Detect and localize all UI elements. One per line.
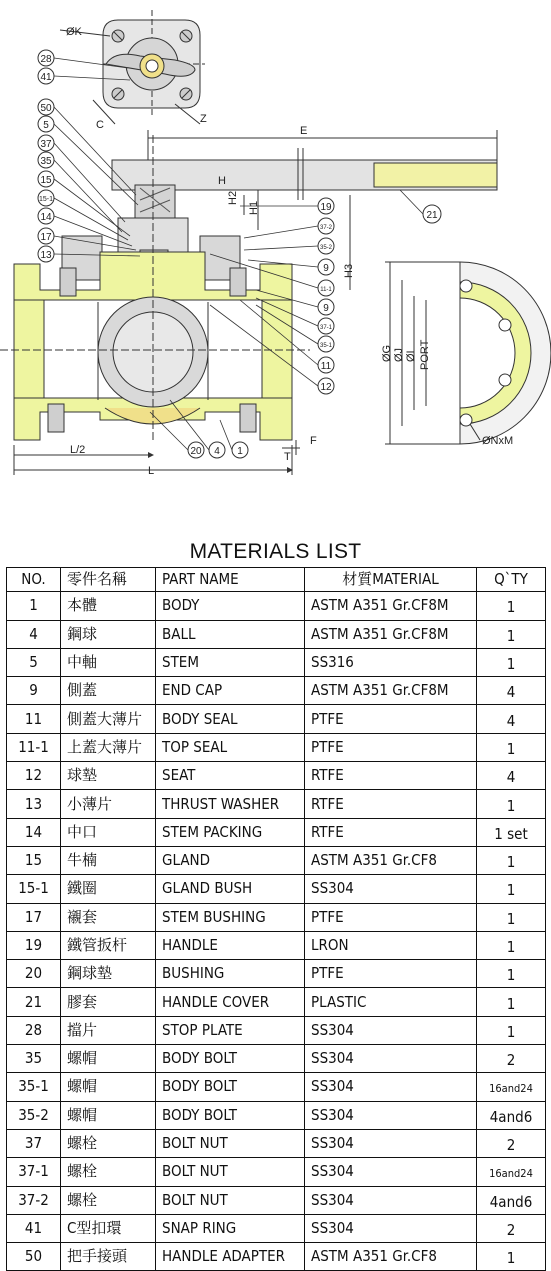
cell-material: ASTM A351 Gr.CF8 — [305, 846, 477, 874]
cell-material: ASTM A351 Gr.CF8M — [305, 592, 477, 620]
header-zh-part: 零件名稱 — [61, 568, 156, 592]
cell-part-name: STEM — [156, 648, 305, 676]
cell-part-name: TOP SEAL — [156, 733, 305, 761]
cell-qty: 1 — [477, 846, 546, 874]
cell-part-name: SEAT — [156, 762, 305, 790]
table-row — [7, 620, 546, 648]
cell-no: 28 — [7, 1016, 61, 1044]
balloon-35: 35 — [40, 156, 52, 167]
cell-part-name: BOLT NUT — [156, 1158, 305, 1186]
cell-no: 12 — [7, 762, 61, 790]
materials-list-title: MATERIALS LIST — [189, 540, 362, 563]
cell-qty: 4 — [477, 677, 546, 705]
cell-material: SS304 — [305, 1073, 477, 1101]
dim-t: T — [284, 451, 291, 463]
cell-qty: 1 — [477, 648, 546, 676]
cell-qty: 1 — [477, 1016, 546, 1044]
cell-part-name: SNAP RING — [156, 1214, 305, 1242]
cell-part-name: END CAP — [156, 677, 305, 705]
balloon-11-1: 11-1 — [320, 287, 332, 293]
dim-l: L — [148, 465, 155, 477]
cell-zh-part: 襯套 — [61, 903, 156, 931]
cell-zh-part: 螺栓 — [61, 1186, 156, 1214]
balloon-50: 50 — [40, 103, 52, 114]
balloon-37-2: 37-2 — [319, 225, 333, 231]
cell-no: 15-1 — [7, 875, 61, 903]
cell-no: 37 — [7, 1129, 61, 1157]
cell-material: RTFE — [305, 818, 477, 846]
cell-no: 35-2 — [7, 1101, 61, 1129]
cell-qty: 2 — [477, 1214, 546, 1242]
table-row — [7, 988, 546, 1016]
cell-qty: 1 — [477, 790, 546, 818]
cell-part-name: GLAND — [156, 846, 305, 874]
table-row — [7, 1214, 546, 1242]
cell-material: ASTM A351 Gr.CF8M — [305, 620, 477, 648]
table-row — [7, 1129, 546, 1157]
table-row — [7, 762, 546, 790]
cell-part-name: STOP PLATE — [156, 1016, 305, 1044]
cell-no: 14 — [7, 818, 61, 846]
balloon-15-1: 15-1 — [38, 196, 54, 203]
cell-material: SS304 — [305, 875, 477, 903]
dim-c: C — [96, 119, 104, 131]
cell-material: LRON — [305, 931, 477, 959]
dim-phi-j: ØJ — [393, 347, 405, 362]
cell-material: PTFE — [305, 705, 477, 733]
cell-qty: 1 — [477, 733, 546, 761]
dim-h3: H3 — [343, 263, 355, 278]
cell-zh-part: 螺帽 — [61, 1073, 156, 1101]
table-row — [7, 818, 546, 846]
balloon-37-1: 37-1 — [319, 325, 333, 331]
cell-no: 37-2 — [7, 1186, 61, 1214]
cell-part-name: HANDLE COVER — [156, 988, 305, 1016]
balloon-19: 19 — [320, 202, 332, 213]
cell-qty: 2 — [477, 1045, 546, 1073]
table-body — [7, 592, 546, 1271]
cell-no: 11 — [7, 705, 61, 733]
dim-phi-g: ØG — [381, 344, 393, 362]
balloon-9-upper: 9 — [323, 263, 329, 274]
cell-zh-part: 側蓋大薄片 — [61, 705, 156, 733]
cell-part-name: BODY BOLT — [156, 1101, 305, 1129]
cell-no: 21 — [7, 988, 61, 1016]
cell-qty: 16and24 — [477, 1073, 546, 1101]
cell-no: 41 — [7, 1214, 61, 1242]
table-row — [7, 677, 546, 705]
table-row — [7, 705, 546, 733]
cell-zh-part: 螺帽 — [61, 1101, 156, 1129]
cell-part-name: HANDLE ADAPTER — [156, 1243, 305, 1271]
cell-material: RTFE — [305, 762, 477, 790]
cell-zh-part: 螺栓 — [61, 1129, 156, 1157]
cell-material: PTFE — [305, 960, 477, 988]
cell-material: RTFE — [305, 790, 477, 818]
cell-zh-part: 鋼球墊 — [61, 960, 156, 988]
cell-zh-part: C型扣環 — [61, 1214, 156, 1242]
cell-zh-part: 鐵管扳杆 — [61, 931, 156, 959]
balloon-28: 28 — [40, 54, 52, 65]
cell-material: SS304 — [305, 1214, 477, 1242]
cell-part-name: STEM BUSHING — [156, 903, 305, 931]
cell-qty: 4 — [477, 705, 546, 733]
cell-zh-part: 膠套 — [61, 988, 156, 1016]
table-row — [7, 790, 546, 818]
cell-zh-part: 牛楠 — [61, 846, 156, 874]
balloon-41: 41 — [40, 72, 52, 83]
balloon-14: 14 — [40, 212, 52, 223]
table-row — [7, 931, 546, 959]
cell-material: SS304 — [305, 1101, 477, 1129]
cell-part-name: BALL — [156, 620, 305, 648]
cell-zh-part: 上蓋大薄片 — [61, 733, 156, 761]
cell-qty: 1 — [477, 592, 546, 620]
balloon-1: 1 — [237, 446, 243, 457]
header-no: NO. — [7, 568, 61, 592]
cell-no: 35 — [7, 1045, 61, 1073]
cell-qty: 1 — [477, 903, 546, 931]
dim-phi-i: ØI — [405, 350, 417, 362]
header-qty: Q`TY — [477, 568, 546, 592]
table-row — [7, 875, 546, 903]
table-row — [7, 960, 546, 988]
balloon-15: 15 — [40, 175, 52, 186]
table-row — [7, 592, 546, 620]
cell-zh-part: 側蓋 — [61, 677, 156, 705]
table-row — [7, 1101, 546, 1129]
dim-f: F — [310, 435, 317, 447]
balloon-12: 12 — [320, 382, 332, 393]
cell-qty: 1 set — [477, 818, 546, 846]
cell-part-name: HANDLE — [156, 931, 305, 959]
cell-material: ASTM A351 Gr.CF8M — [305, 677, 477, 705]
table-row — [7, 733, 546, 761]
balloon-21: 21 — [426, 210, 438, 221]
balloon-35-1: 35-1 — [319, 343, 333, 349]
balloon-17: 17 — [40, 232, 52, 243]
cell-no: 1 — [7, 592, 61, 620]
cell-material: PTFE — [305, 733, 477, 761]
cell-zh-part: 擋片 — [61, 1016, 156, 1044]
cell-material: ASTM A351 Gr.CF8 — [305, 1243, 477, 1271]
cell-qty: 4and6 — [477, 1186, 546, 1214]
cell-part-name: STEM PACKING — [156, 818, 305, 846]
dim-l-half: L/2 — [70, 444, 86, 456]
cell-no: 15 — [7, 846, 61, 874]
cell-part-name: BODY BOLT — [156, 1073, 305, 1101]
cell-part-name: BODY — [156, 592, 305, 620]
cell-qty: 1 — [477, 988, 546, 1016]
header-material: 材質MATERIAL — [305, 568, 477, 592]
cell-zh-part: 螺栓 — [61, 1158, 156, 1186]
cell-part-name: BODY SEAL — [156, 705, 305, 733]
balloon-11: 11 — [320, 361, 332, 372]
table-row — [7, 846, 546, 874]
cell-zh-part: 小薄片 — [61, 790, 156, 818]
cell-material: SS304 — [305, 1186, 477, 1214]
dim-h2: H2 — [227, 190, 239, 205]
table-header-row — [7, 568, 546, 592]
cell-part-name: BODY BOLT — [156, 1045, 305, 1073]
cell-part-name: BOLT NUT — [156, 1129, 305, 1157]
cell-qty: 1 — [477, 875, 546, 903]
cell-qty: 1 — [477, 620, 546, 648]
cell-material: SS304 — [305, 1129, 477, 1157]
balloon-35-2: 35-2 — [319, 245, 333, 251]
cell-no: 20 — [7, 960, 61, 988]
dim-z: Z — [200, 113, 207, 125]
cell-no: 11-1 — [7, 733, 61, 761]
table-row — [7, 1073, 546, 1101]
dim-phi-k: ØK — [66, 26, 82, 38]
cell-qty: 4and6 — [477, 1101, 546, 1129]
cell-qty: 1 — [477, 960, 546, 988]
cell-zh-part: 球墊 — [61, 762, 156, 790]
valve-drawing — [0, 0, 551, 500]
balloon-5: 5 — [43, 120, 49, 131]
cell-no: 19 — [7, 931, 61, 959]
cell-no: 50 — [7, 1243, 61, 1271]
cell-zh-part: 螺帽 — [61, 1045, 156, 1073]
cell-qty: 1 — [477, 931, 546, 959]
cell-no: 37-1 — [7, 1158, 61, 1186]
cell-qty: 2 — [477, 1129, 546, 1157]
cell-material: SS304 — [305, 1045, 477, 1073]
cell-zh-part: 中軸 — [61, 648, 156, 676]
cell-part-name: BOLT NUT — [156, 1186, 305, 1214]
cell-no: 35-1 — [7, 1073, 61, 1101]
cell-no: 5 — [7, 648, 61, 676]
cell-material: SS304 — [305, 1016, 477, 1044]
cell-part-name: THRUST WASHER — [156, 790, 305, 818]
table-row — [7, 648, 546, 676]
table-row — [7, 1045, 546, 1073]
cell-part-name: GLAND BUSH — [156, 875, 305, 903]
dim-h: H — [218, 175, 226, 187]
cell-no: 4 — [7, 620, 61, 648]
cell-zh-part: 本體 — [61, 592, 156, 620]
table-row — [7, 1016, 546, 1044]
cell-material: SS316 — [305, 648, 477, 676]
cell-zh-part: 鋼球 — [61, 620, 156, 648]
dim-phi-nxm: ØNxM — [482, 435, 514, 447]
cell-material: PLASTIC — [305, 988, 477, 1016]
cell-no: 13 — [7, 790, 61, 818]
cell-qty: 16and24 — [477, 1158, 546, 1186]
table-row — [7, 903, 546, 931]
cell-material: SS304 — [305, 1158, 477, 1186]
balloon-13: 13 — [40, 250, 52, 261]
balloon-4: 4 — [214, 446, 220, 457]
balloon-9-lower: 9 — [323, 303, 329, 314]
cell-material: PTFE — [305, 903, 477, 931]
header-part-name: PART NAME — [156, 568, 305, 592]
balloon-20: 20 — [190, 446, 202, 457]
table-row — [7, 1243, 546, 1271]
cell-no: 17 — [7, 903, 61, 931]
table-row — [7, 1158, 546, 1186]
cell-qty: 4 — [477, 762, 546, 790]
cell-no: 9 — [7, 677, 61, 705]
cell-zh-part: 中口 — [61, 818, 156, 846]
dim-h1: H1 — [248, 200, 260, 215]
cell-qty: 1 — [477, 1243, 546, 1271]
dim-port: PORT — [419, 339, 431, 370]
materials-table — [6, 567, 546, 1271]
cell-zh-part: 鐵圈 — [61, 875, 156, 903]
table-row — [7, 1186, 546, 1214]
balloon-37: 37 — [40, 139, 52, 150]
dim-e: E — [300, 125, 308, 137]
cell-zh-part: 把手接頭 — [61, 1243, 156, 1271]
cell-part-name: BUSHING — [156, 960, 305, 988]
